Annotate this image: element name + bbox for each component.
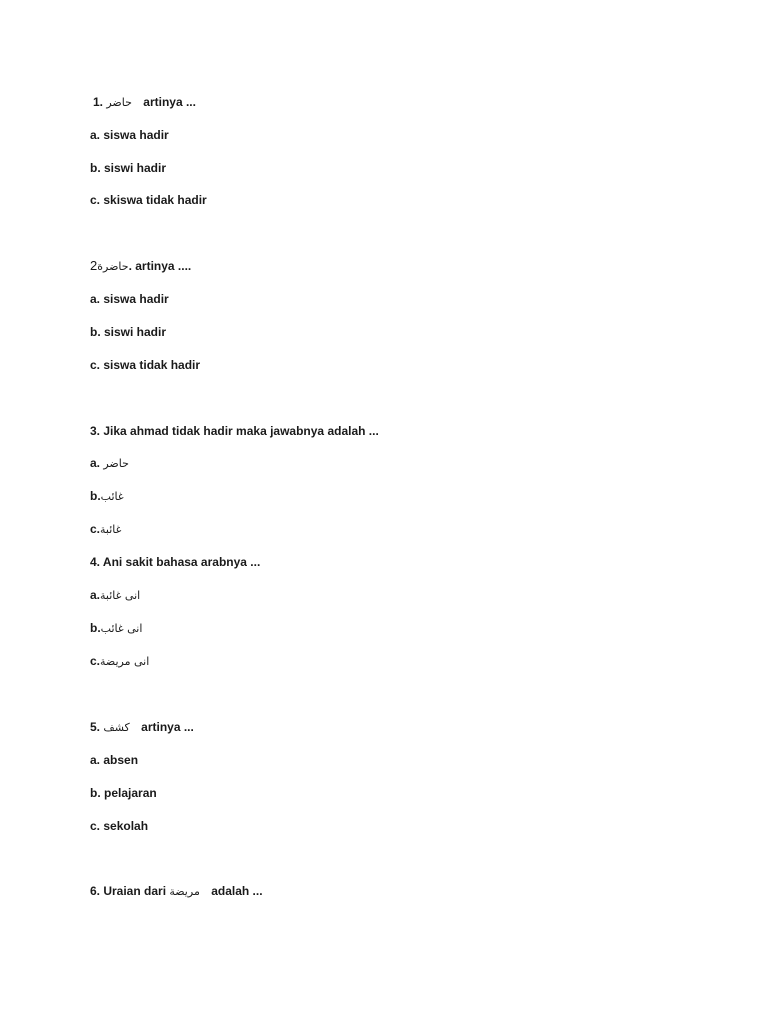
question-2-option-c: c. siswa tidak hadir bbox=[90, 358, 201, 372]
question-4-option-b bbox=[90, 621, 142, 636]
question-2-option-b: b. siswi hadir bbox=[90, 325, 167, 339]
question-3-option-b bbox=[90, 489, 124, 504]
option-label: b. bbox=[90, 621, 101, 635]
question-3-option-a bbox=[90, 456, 129, 471]
question-1-option-b: b. siswi hadir bbox=[90, 161, 167, 175]
question-5-arabic-term: كشف bbox=[103, 721, 130, 734]
question-5-number: 5. bbox=[90, 720, 101, 734]
option-label: a. bbox=[90, 456, 101, 470]
question-5 bbox=[90, 720, 194, 735]
question-3-option-c bbox=[90, 522, 121, 537]
question-4-option-a bbox=[90, 588, 140, 603]
option-label: a. bbox=[90, 588, 101, 602]
option-arabic: غائبة bbox=[100, 523, 122, 536]
question-5-option-c: c. sekolah bbox=[90, 819, 149, 833]
question-1 bbox=[93, 95, 196, 110]
question-2-number: 2 bbox=[90, 258, 98, 273]
question-3: 3. Jika ahmad tidak hadir maka jawabnya adalah ... bbox=[90, 424, 379, 438]
option-arabic: غائب bbox=[100, 490, 124, 503]
question-1-arabic-term: حاضر bbox=[106, 96, 132, 109]
option-arabic: انى غائب bbox=[100, 622, 143, 635]
question-6 bbox=[90, 884, 263, 899]
question-1-option-a: a. siswa hadir bbox=[90, 128, 169, 142]
question-2-option-a: a. siswa hadir bbox=[90, 292, 169, 306]
question-2 bbox=[90, 259, 191, 274]
question-1-option-c: c. skiswa tidak hadir bbox=[90, 193, 207, 207]
option-arabic: انى غائبة bbox=[100, 589, 141, 602]
option-arabic: حاضر bbox=[103, 457, 129, 470]
question-1-number: 1. bbox=[93, 95, 104, 109]
question-4-option-c bbox=[90, 654, 149, 669]
question-5-suffix: artinya ... bbox=[141, 720, 194, 734]
option-arabic: انى مريضة bbox=[100, 655, 150, 668]
option-label: c. bbox=[90, 522, 101, 536]
question-6-suffix: adalah ... bbox=[211, 884, 263, 898]
question-4: 4. Ani sakit bahasa arabnya ... bbox=[90, 555, 261, 569]
question-5-option-b: b. pelajaran bbox=[90, 786, 157, 800]
question-6-prefix: 6. Uraian dari bbox=[90, 884, 167, 898]
option-label: c. bbox=[90, 654, 101, 668]
question-2-suffix: . artinya .... bbox=[128, 259, 192, 273]
question-5-option-a: a. absen bbox=[90, 753, 139, 767]
question-2-arabic-term: حاضرة bbox=[97, 260, 129, 273]
question-6-arabic-term: مريضة bbox=[169, 885, 200, 898]
option-label: b. bbox=[90, 489, 101, 503]
question-1-suffix: artinya ... bbox=[143, 95, 196, 109]
